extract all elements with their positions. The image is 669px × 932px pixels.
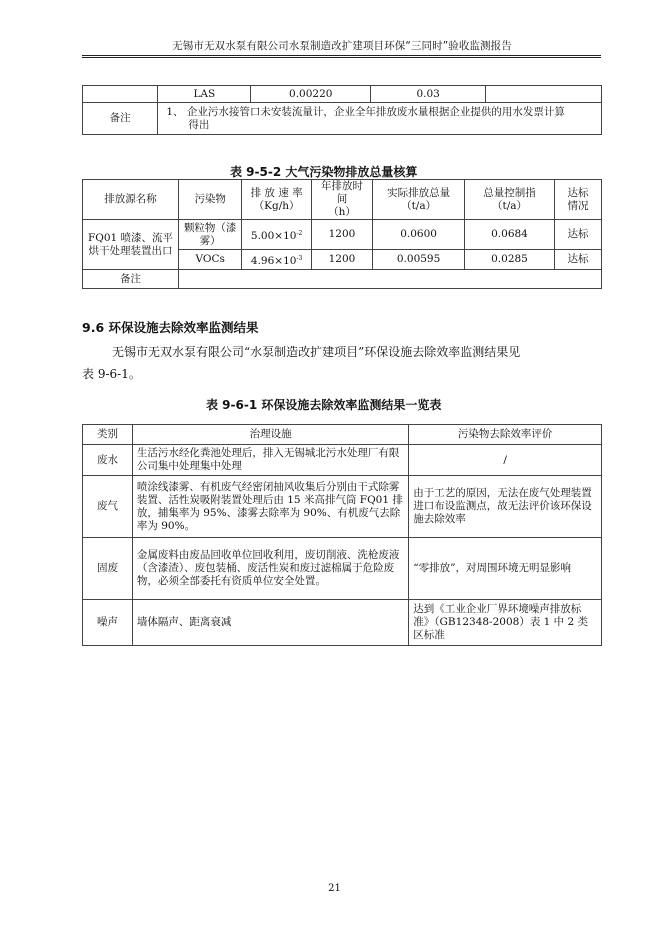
evaluation-cell: 达到《工业企业厂界环境噪声排放标准》（GB12348-2008）表 1 中 2 类区标准 — [409, 600, 602, 646]
facility-cell: 喷涂线漆雾、有机废气经密闭抽风收集后分别由干式除雾装置、活性炭吸附装置处理后由 15 米高排气筒 FQ01 排放，捕集率为 95%、漆雾去除率为 90%、有机废气去除率为 90%。 — [132, 476, 408, 538]
evaluation-cell: 由于工艺的原因，无法在废气处理装置进口布设监测点，故无法评价该环保设施去除效率 — [409, 476, 602, 538]
air-pollutant-table — [82, 179, 602, 289]
evaluation-cell: / — [409, 445, 602, 476]
table-row — [83, 220, 602, 250]
table-961-caption: 表 9-6-1 环保设施去除效率监测结果一览表 — [206, 398, 442, 412]
col-time: 年排放时间 （h） — [311, 180, 372, 220]
page-number: 21 — [328, 883, 341, 894]
header-rule-thin — [82, 57, 601, 58]
section-paragraph: 无锡市无双水泵有限公司“水泵制造改扩建项目”环保设施去除效率监测结果见 表 9-6-1。 — [82, 345, 521, 381]
pollutant-total-table-continued — [82, 85, 602, 135]
table-row — [83, 86, 602, 103]
page-header: 无锡市无双水泵有限公司水泵制造改扩建项目环保“三同时”验收监测报告 — [172, 40, 512, 52]
remark-label: 备注 — [83, 103, 158, 135]
table-row — [83, 600, 602, 646]
col-category: 类别 — [83, 425, 133, 445]
las-value: 0.00220 — [251, 86, 371, 103]
col-ok: 达标 情况 — [554, 180, 601, 220]
col-control: 总量控制指 （t/a） — [465, 180, 555, 220]
pollutant-name: 颗粒物（漆雾） — [179, 220, 242, 250]
remark-row — [83, 103, 602, 135]
source-name: FQ01 喷漆、流平烘干处理装置出口 — [83, 220, 179, 270]
table-952-caption: 表 9-5-2 大气污染物排放总量核算 — [230, 165, 418, 179]
col-evaluation: 污染物去除效率评价 — [409, 425, 602, 445]
table-row — [83, 538, 602, 600]
remark-label: 备注 — [83, 270, 179, 289]
time-value: 1200 — [311, 220, 372, 250]
control-value: 0.0285 — [465, 250, 555, 270]
las-limit: 0.03 — [371, 86, 486, 103]
col-pollutant: 污染物 — [179, 180, 242, 220]
control-value: 0.0684 — [465, 220, 555, 250]
category-cell: 废气 — [83, 476, 133, 538]
remark-text: 1、 企业污水接管口未安装流量计，企业全年排放废水量根据企业提供的用水发票计算 得出 — [158, 103, 602, 135]
header-rule — [82, 55, 601, 56]
table-row — [83, 445, 602, 476]
rate-value: $4.96\times 10^{-3}$ — [242, 250, 311, 270]
las-name: LAS — [158, 86, 251, 103]
facility-efficiency-table — [82, 424, 602, 646]
actual-value: 0.00595 — [373, 250, 465, 270]
col-rate: 排 放 速 率 （Kg/h） — [242, 180, 311, 220]
table-header-row — [83, 425, 602, 445]
remark-row — [83, 270, 602, 289]
rate-value: $5.00\times 10^{-2}$ — [242, 220, 311, 250]
category-cell: 废水 — [83, 445, 133, 476]
table-header-row — [83, 180, 602, 220]
col-facility: 治理设施 — [132, 425, 408, 445]
table-row — [83, 476, 602, 538]
time-value: 1200 — [311, 250, 372, 270]
facility-cell: 生活污水经化粪池处理后，排入无锡城北污水处理厂有限公司集中处理集中处理 — [132, 445, 408, 476]
facility-cell: 金属废料由废品回收单位回收利用，废切削液、洗枪废液（含漆渣）、废包装桶、废活性炭和废过滤棉属于危险废物，必须全部委托有资质单位安全处置。 — [132, 538, 408, 600]
pollutant-name: VOCs — [179, 250, 242, 270]
category-cell: 噪声 — [83, 600, 133, 646]
evaluation-cell: “零排放”，对周围环境无明显影响 — [409, 538, 602, 600]
ok-value: 达标 — [554, 220, 601, 250]
col-source: 排放源名称 — [83, 180, 179, 220]
facility-cell: 墙体隔声、距离衰减 — [132, 600, 408, 646]
section-heading: 9.6 环保设施去除效率监测结果 — [82, 320, 259, 335]
ok-value: 达标 — [554, 250, 601, 270]
category-cell: 固废 — [83, 538, 133, 600]
col-actual: 实际排放总量 （t/a） — [373, 180, 465, 220]
actual-value: 0.0600 — [373, 220, 465, 250]
